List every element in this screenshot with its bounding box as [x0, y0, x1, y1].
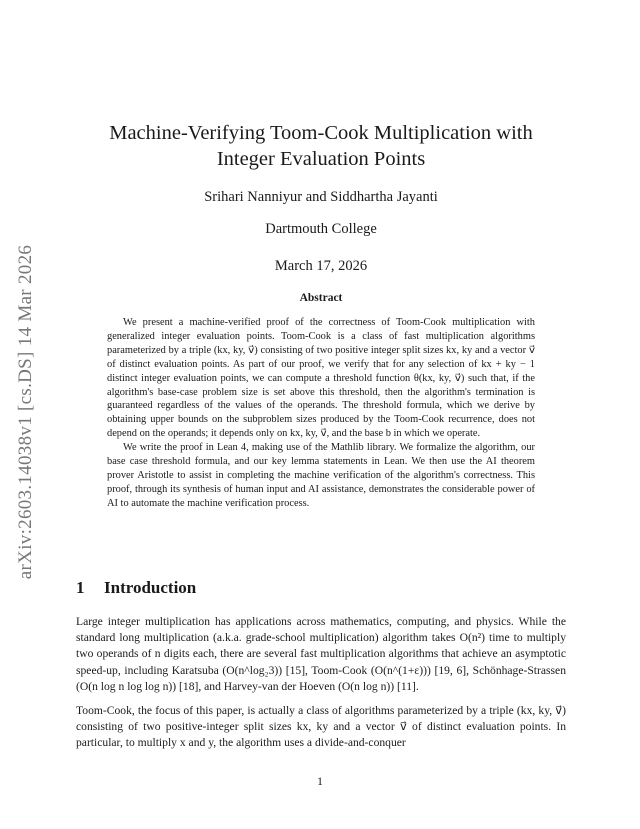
abstract — [107, 316, 535, 511]
section-title: Introduction — [104, 578, 197, 597]
paper-title — [76, 120, 566, 172]
title-line-1: Machine-Verifying Toom-Cook Multiplication with — [109, 122, 533, 144]
authors: Srihari Nanniyur and Siddhartha Jayanti — [204, 189, 438, 205]
abstract-paragraph-2: We write the proof in Lean 4, making use of the Mathlib library. We formalize the algorithm, our base case threshold formula, and our key lemma statements in Lean. We then use the AI theorem prover Aristotle to assist in completing the machine verification of the algorithm's correctness. This proof, through its synthesis of human input and AI assistance, demonstrates the considerable power of AI to automate the machine verification process. — [107, 442, 535, 509]
arxiv-identifier: arXiv:2603.14038v1 [cs.DS] 14 Mar 2026 — [15, 244, 36, 580]
abstract-paragraph-1: We present a machine-verified proof of the correctness of Toom-Cook multiplication with generalized integer evaluation points. Toom-Cook is a class of fast multiplication algorithms parameterized by a triple (kx, ky, v⃗) consisting of two positive integer split sizes kx, ky and a vector v⃗ of distinct evaluation points. As part of our proof, we verify that for any selection of kx + ky − 1 distinct integer evaluation points, we can compute a threshold function θ(kx, ky, v⃗) such that, if the algorithm's base-case problem size is set above this threshold, then the algorithm's termination is guaranteed regardless of the values of the operands. The threshold formula, which we derive by obtaining upper bounds on the subproblem sizes produced by the Toom-Cook recurrence, does not depend on the operands; it depends only on kx, ky, v⃗, and the base b in which we operate. — [107, 317, 535, 440]
section-body — [76, 614, 566, 752]
abstract-heading: Abstract — [299, 292, 343, 304]
intro-paragraph-2: Toom-Cook, the focus of this paper, is actually a class of algorithms parameterized by a triple (kx, ky, v⃗) consisting of two positive-integer split sizes kx, ky and a vector v⃗ of distinct evaluation points. In particular, to multiply x and y, the algorithm uses a divide-and-conquer — [76, 704, 566, 750]
date: March 17, 2026 — [274, 258, 368, 274]
affiliation: Dartmouth College — [265, 221, 377, 237]
intro-paragraph-1: Large integer multiplication has applications across mathematics, computing, and physics. While the standard long multiplication (a.k.a. grade-school multiplication) algorithm takes O(n²) time to multiply two operands of n digits each, there are several fast multiplication algorithms that achieve an asymptotic speed-up, including Karatsuba (O(n^log₂3)) [15], Toom-Cook (O(n^(1+ε))) [19, 6], Schönhage-Strassen (O(n log n log log n)) [18], and Harvey-van der Hoeven (O(n log n)) [11]. — [76, 615, 566, 693]
title-line-2: Integer Evaluation Points — [216, 148, 426, 170]
page-number: 1 — [317, 774, 323, 788]
section-number: 1 — [76, 578, 85, 597]
section-heading — [76, 578, 196, 598]
arxiv-sidebar — [8, 232, 44, 592]
